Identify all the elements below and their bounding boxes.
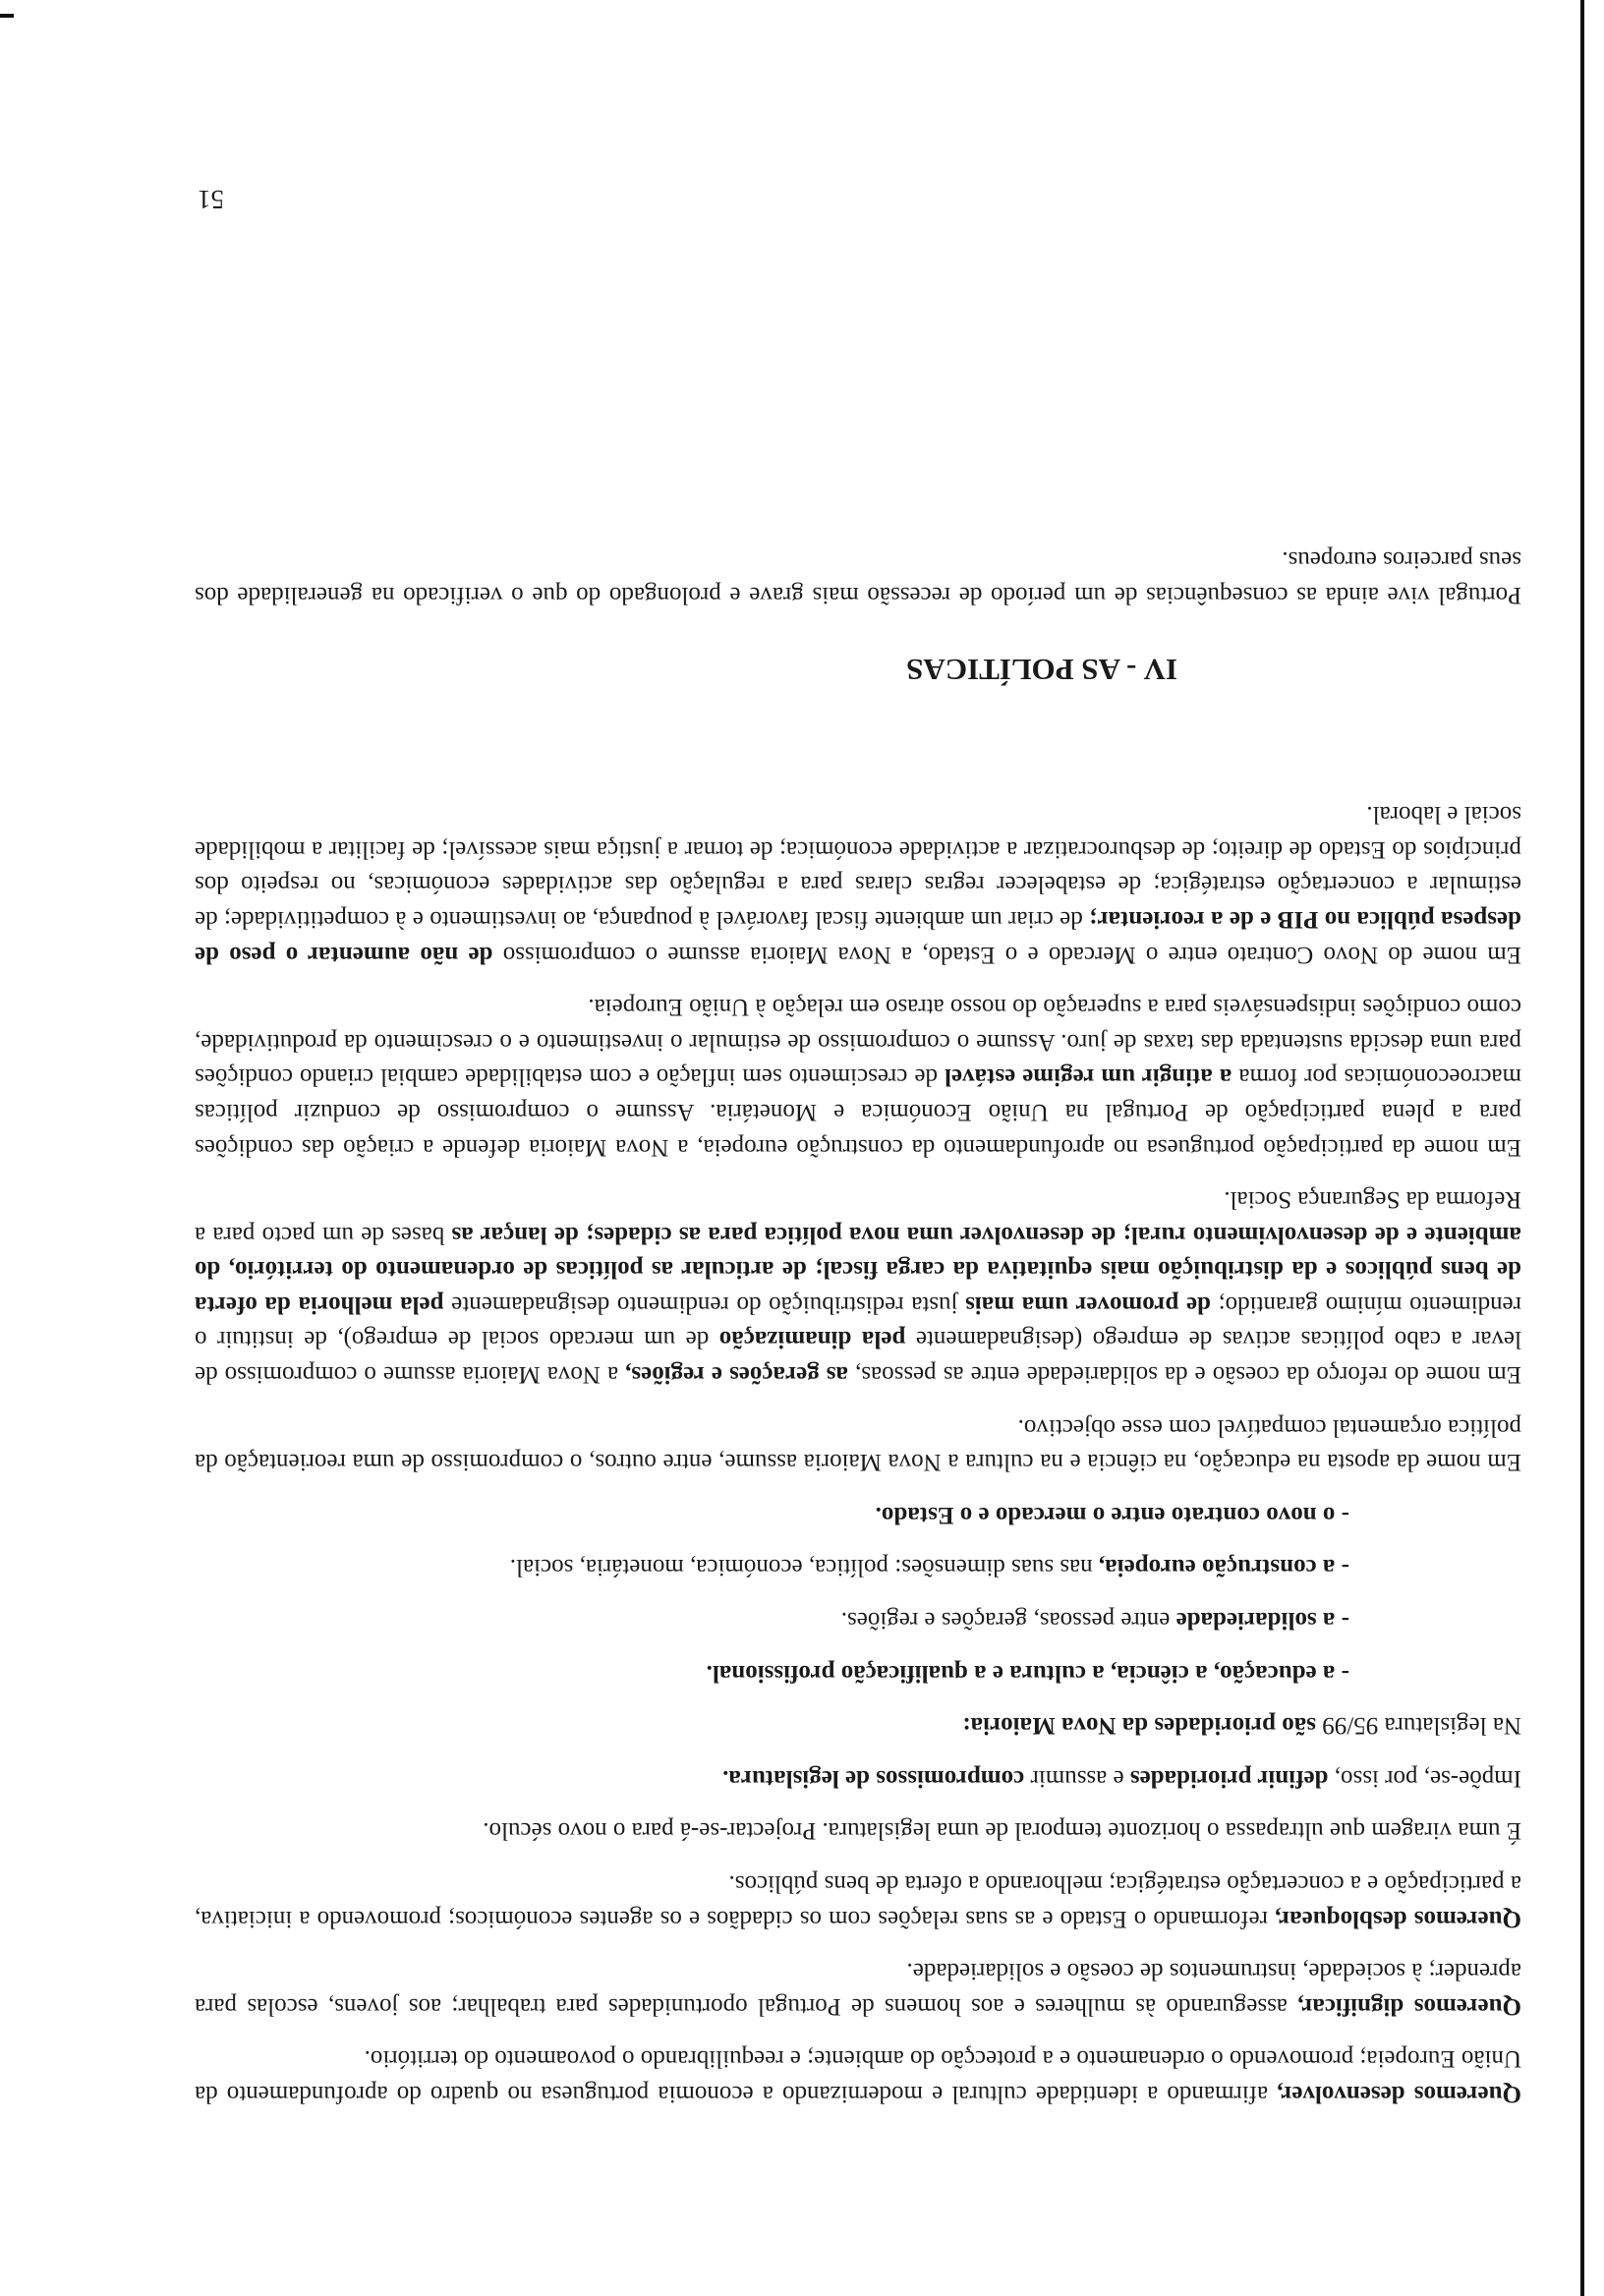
bold-text: definir prioridades — [1129, 1764, 1329, 1792]
priority-item — [195, 1602, 1349, 1637]
bold-text: - a educação, a ciência, a cultura e a qualificação profissional. — [706, 1659, 1349, 1687]
bold-text: pela melhoria da oferta de bens públicos e da distribuição mais equitativa da carga fiscal; de articular as políticas de ordenamento do território, do ambiente e de desenvolvimento rural; de desenvolver uma nova política para as cidades; de lançar as — [194, 1221, 1521, 1318]
text: Em nome do reforço da coesão e da solidariedade entre as pessoas, — [847, 1361, 1521, 1389]
text: de um mercado social de emprego), de instituir o rendimento mínimo garantido; — [195, 1291, 1521, 1353]
text: assegurando às mulheres e aos homens de Portugal oportunidades para trabalhar; aos jovens, escolas para aprender; à sociedade, instrumentos de coesão e solidariedade. — [194, 1958, 1521, 2020]
bold-text: - a solidariedade — [1175, 1607, 1349, 1635]
commitment-paragraphs — [195, 797, 1521, 1480]
text: de criar um ambiente fiscal favorável à poupança, ao investimento e à competitividade; de estimular a concertação estratégica; de estabelecer regras claras para a regulação das actividades económicas, no respeito dos princípios do Estado de direito; de desburocratizar a actividade económica; de tornar a justiça mais acessível; de facilitar a mobilidade social e laboral. — [195, 801, 1521, 933]
priority-list — [195, 1497, 1521, 1690]
paragraph — [195, 797, 1521, 972]
paragraph — [195, 1182, 1521, 1393]
text: de crescimento sem inflação e com estabilidade cambial criando condições para uma descida sustentada das taxas de juro. Assume o compromisso de estimular o investimento e o crescimento da produtividade, como condições indispensáveis para a superação do nosso atraso em relação à União Europeia. — [195, 994, 1521, 1091]
text: Em nome da aposta na educação, na ciência e na cultura a Nova Maioria assume, entre outros, o compromisso de uma reorientação da política orçamental compatível com esse objectivo. — [195, 1413, 1521, 1476]
priority-item — [195, 1497, 1349, 1532]
text: a Nova Maioria assume o compromisso de levar a cabo políticas activas de emprego (designadamente — [194, 1326, 1521, 1389]
bold-text: de não aumentar o peso de despesa pública no PIB e de a reorientar; — [195, 905, 1521, 968]
paragraph — [195, 543, 1521, 612]
text: reformando o Estado e as suas relações com os cidadãos e os agentes económicos; promovendo a iniciativa, a participação e a concertação estratégica; melhorando a oferta de bens públicos. — [194, 1870, 1521, 1932]
bold-text: pela dinamização — [718, 1326, 906, 1353]
paragraph — [195, 1954, 1521, 2024]
paragraph — [195, 1409, 1521, 1479]
text: e assumir — [1024, 1764, 1130, 1792]
paragraph — [195, 1866, 1521, 1935]
scan-mark — [0, 14, 14, 18]
page-number: 51 — [198, 185, 224, 214]
bold-text: são prioridades da Nova Maioria: — [962, 1712, 1317, 1740]
paragraph — [195, 990, 1521, 1165]
bold-text: as gerações e regiões, — [625, 1361, 848, 1389]
page-body — [195, 525, 1521, 2111]
priority-item — [195, 1655, 1349, 1691]
policies-paragraphs — [195, 543, 1521, 612]
section-heading: IV - AS POLÍTICAS — [906, 652, 1177, 687]
scan-edge-line — [1580, 0, 1584, 2296]
text: Impõe-se, por isso, — [1328, 1764, 1521, 1792]
text: Em nome da participação portuguesa no aprofundamento da construção europeia, a Nova Maioria defende a criação das condições para a plena participação de Portugal na União Económica e Monetária. Assume o compromisso de conduzir políticas macroeconómicas por forma — [195, 1063, 1521, 1161]
intro-paragraphs — [195, 1708, 1521, 2111]
text: justa redistribuição do rendimento designadamente — [443, 1291, 966, 1318]
bold-text: de promover uma mais — [965, 1291, 1211, 1318]
paragraph — [195, 1760, 1521, 1796]
paragraph — [195, 1708, 1521, 1744]
bold-text: - a construção europeia, — [1098, 1554, 1349, 1581]
bold-text: Queremos desenvolver, — [1277, 2081, 1521, 2107]
bold-text: Queremos dignificar, — [1297, 1992, 1521, 2020]
text: Portugal vive ainda as consequências de um período de recessão mais grave e prolongado do que o verificado na generalidade dos seus parceiros europeus. — [195, 546, 1521, 608]
text: É uma viragem que ultrapassa o horizonte temporal de uma legislatura. Projectar-se-á para o novo século. — [483, 1817, 1521, 1845]
paragraph — [195, 1813, 1521, 1849]
bold-text: compromissos de legislatura. — [722, 1764, 1025, 1792]
bold-text: a atingir um regime estável — [945, 1063, 1232, 1091]
paragraph — [195, 2041, 1521, 2111]
text: Em nome do Novo Contrato entre o Mercado e o Estado, a Nova Maioria assume o compromisso — [492, 941, 1521, 968]
text: nas suas dimensões: política, económica, monetária, social. — [509, 1554, 1099, 1581]
bold-text: Queremos desbloquear, — [1275, 1905, 1521, 1932]
priority-item — [195, 1550, 1349, 1585]
text: afirmando a identidade cultural e modernizando a economia portuguesa no quadro do aprofundamento da União Europeia; promovendo o ordenamento e a protecção do ambiente; e reequilibrando o povoamento do território. — [195, 2045, 1521, 2107]
text: entre pessoas, gerações e regiões. — [840, 1607, 1176, 1635]
bold-text: - o novo contrato entre o mercado e o Estado. — [875, 1501, 1349, 1528]
text: bases de um pacto para a Reforma da Segurança Social. — [194, 1186, 1521, 1248]
text: Na legislatura 95/99 — [1316, 1712, 1521, 1740]
